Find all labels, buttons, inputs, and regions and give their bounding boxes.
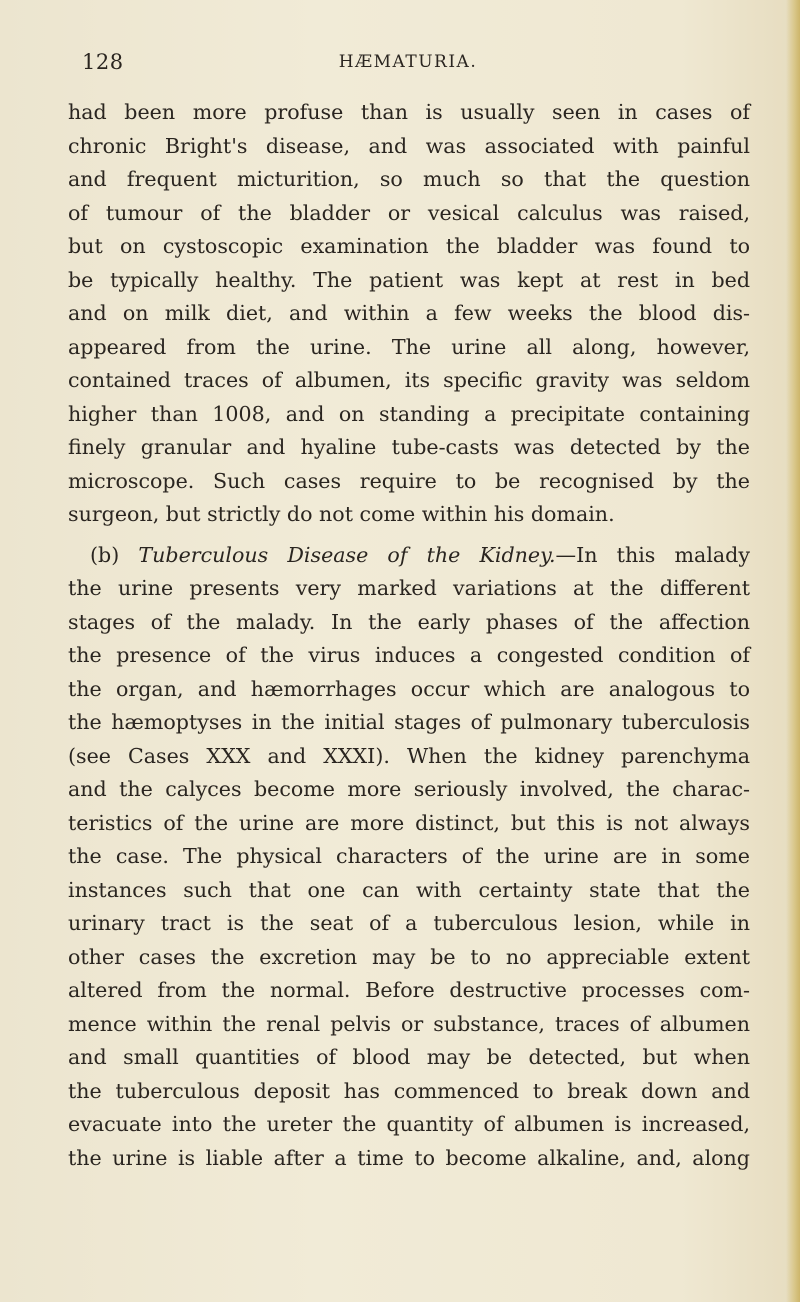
page-edge — [786, 0, 800, 1302]
text-line: but on cystoscopic examination the bladder was found to — [68, 234, 750, 258]
text-line: urinary tract is the seat of a tuberculous lesion, while in — [68, 911, 750, 935]
text-line: other cases the excretion may be to no appreciable extent — [68, 944, 750, 969]
text-line: the urine presents very marked variations at the different — [68, 576, 750, 600]
text-line: (see Cases XXX and XXXI). When the kidney parenchyma — [68, 743, 750, 768]
page-header — [68, 50, 748, 80]
text-line: higher than 1008, and on standing a precipitate containing — [68, 401, 750, 426]
text-line: the presence of the virus induces a congested condition of — [68, 643, 750, 667]
body-text — [68, 96, 750, 1175]
text-line: contained traces of albumen, its specific gravity was seldom — [68, 368, 750, 392]
text-line: the tuberculous deposit has commenced to break down and — [68, 1078, 750, 1103]
text-line: instances such that one can with certainty state that the — [68, 877, 750, 902]
text-line: teristics of the urine are more distinct, but this is not always — [68, 810, 750, 835]
text-line: the organ, and hæmorrhages occur which are analogous to — [68, 676, 750, 701]
text-line: evacuate into the ureter the quantity of albumen is increased, — [68, 1112, 750, 1136]
section-heading: Tuberculous Disease of the Kidney. — [138, 542, 556, 567]
text-line: finely granular and hyaline tube-casts was detected by the — [68, 435, 750, 459]
text-line: and frequent micturition, so much so that the question — [68, 167, 750, 191]
text-line: stages of the malady. In the early phases of the affection — [68, 609, 750, 634]
text-line: chronic Bright's disease, and was associated with painful — [68, 133, 750, 158]
text-line: mence within the renal pelvis or substance, traces of albumen — [68, 1011, 750, 1036]
text-line: the urine is liable after a time to become alkaline, and, along — [68, 1145, 750, 1170]
running-head: HÆMATURIA. — [338, 52, 478, 72]
text-line: altered from the normal. Before destructive processes com- — [68, 978, 750, 1002]
page-number: 128 — [82, 50, 124, 74]
text-line: the case. The physical characters of the urine are in some — [68, 844, 750, 868]
text-line: had been more profuse than is usually seen in cases of — [68, 100, 750, 124]
text-line: the hæmoptyses in the initial stages of pulmonary tuberculosis — [68, 710, 750, 734]
text-line: of tumour of the bladder or vesical calculus was raised, — [68, 200, 750, 225]
section-heading-line — [68, 539, 750, 573]
paragraph-1 — [68, 96, 750, 532]
text-line: appeared from the urine. The urine all along, however, — [68, 334, 750, 359]
text-line: be typically healthy. The patient was kept at rest in bed — [68, 267, 750, 292]
text-line: surgeon, but strictly do not come within his domain. — [68, 502, 615, 526]
section-label: (b) — [90, 542, 120, 567]
text-line: and small quantities of blood may be detected, but when — [68, 1045, 750, 1069]
text-line: microscope. Such cases require to be recognised by the — [68, 468, 750, 493]
text-line: and on milk diet, and within a few weeks the blood dis- — [68, 301, 750, 325]
paragraph-2 — [68, 539, 750, 1176]
heading-continuation: —In this malady — [555, 542, 751, 567]
text-line: and the calyces become more seriously involved, the charac- — [68, 777, 750, 801]
